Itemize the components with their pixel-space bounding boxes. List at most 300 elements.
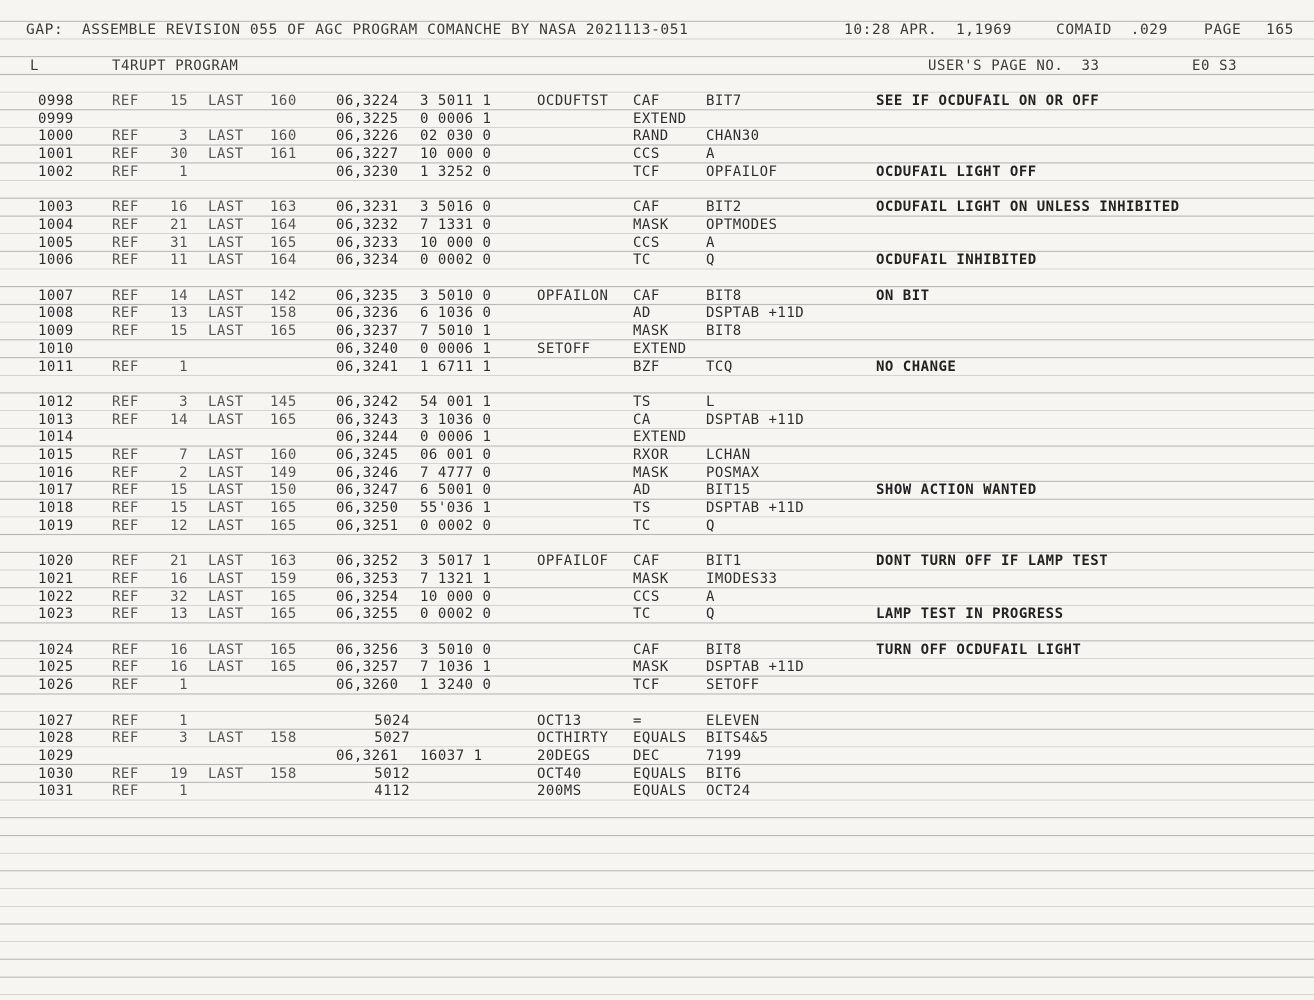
opcode: TC	[633, 252, 651, 269]
memory-address: 06,3242	[336, 393, 399, 410]
comment: NO CHANGE	[876, 358, 957, 375]
symbol-label: OCT13	[537, 712, 582, 729]
line-number: 1027	[38, 712, 74, 729]
ref-count: 1	[179, 712, 188, 729]
line-number: 1015	[38, 447, 74, 463]
last-page: 165	[270, 641, 297, 658]
octal-word: 3 5010 0	[420, 287, 492, 304]
line-number: 1013	[38, 411, 74, 428]
ref-count: 13	[170, 606, 188, 623]
last-label: LAST	[208, 659, 244, 676]
opcode: TS	[633, 500, 651, 517]
line-number: 1024	[38, 641, 74, 658]
listing-row	[0, 412, 1314, 430]
line-number: 1008	[38, 305, 74, 322]
ref-label: REF	[112, 323, 139, 340]
operand: A	[706, 588, 715, 605]
ref-label: REF	[112, 216, 139, 233]
memory-address: 06,3253	[336, 570, 399, 587]
ref-label: REF	[112, 128, 139, 145]
ref-label: REF	[112, 659, 139, 676]
symbol-label: 20DEGS	[537, 747, 591, 764]
page-label: PAGE	[1204, 22, 1242, 38]
line-number: 1000	[38, 128, 74, 145]
listing-row	[0, 111, 1314, 129]
memory-address: 5024	[374, 712, 410, 729]
octal-word: 06 001 0	[420, 447, 492, 463]
line-number: 1009	[38, 323, 74, 340]
opcode: TC	[633, 517, 651, 534]
memory-address: 06,3236	[336, 305, 399, 322]
octal-word: 0 0006 1	[420, 429, 492, 446]
ref-count: 7	[179, 447, 188, 463]
operand: ELEVEN	[706, 712, 760, 729]
last-page: 163	[270, 199, 297, 216]
section-code: E0 S3	[1192, 58, 1238, 74]
listing-row	[0, 518, 1314, 536]
last-label: LAST	[208, 305, 244, 322]
ref-count: 14	[170, 287, 188, 304]
last-label: LAST	[208, 553, 244, 570]
last-page: 165	[270, 659, 297, 676]
opcode: EQUALS	[633, 783, 687, 800]
listing-row	[0, 164, 1314, 182]
comment: DONT TURN OFF IF LAMP TEST	[876, 553, 1109, 570]
last-page: 165	[270, 234, 297, 251]
last-label: LAST	[208, 765, 244, 782]
line-number: 1007	[38, 287, 74, 304]
ref-label: REF	[112, 199, 139, 216]
operand: DSPTAB +11D	[706, 305, 805, 322]
listing-row	[0, 553, 1314, 571]
ref-count: 15	[170, 93, 188, 109]
octal-word: 0 0002 0	[420, 606, 492, 623]
line-number: 1006	[38, 252, 74, 269]
listing-row	[0, 748, 1314, 766]
line-number: 1019	[38, 517, 74, 534]
octal-word: 7 4777 0	[420, 464, 492, 481]
listing-row	[0, 128, 1314, 146]
line-number: 1017	[38, 482, 74, 499]
operand: POSMAX	[706, 464, 760, 481]
ref-label: REF	[112, 393, 139, 410]
octal-word: 1 3252 0	[420, 163, 492, 180]
octal-word: 3 5011 1	[420, 93, 492, 109]
last-page: 149	[270, 464, 297, 481]
octal-word: 02 030 0	[420, 128, 492, 145]
line-number: 1026	[38, 677, 74, 694]
symbol-label: OPFAILON	[537, 287, 609, 304]
line-number: 1021	[38, 570, 74, 587]
line-number: 1025	[38, 659, 74, 676]
memory-address: 06,3260	[336, 677, 399, 694]
symbol-label: SETOFF	[537, 340, 591, 357]
ref-label: REF	[112, 93, 139, 109]
ref-label: REF	[112, 305, 139, 322]
memory-address: 06,3255	[336, 606, 399, 623]
ref-label: REF	[112, 730, 139, 747]
ref-label: REF	[112, 287, 139, 304]
ref-label: REF	[112, 252, 139, 269]
opcode: MASK	[633, 216, 669, 233]
listing-row	[0, 288, 1314, 306]
opcode: =	[633, 712, 642, 729]
octal-word: 7 1321 1	[420, 570, 492, 587]
last-label: LAST	[208, 500, 244, 517]
octal-word: 1 6711 1	[420, 358, 492, 375]
listing-row	[0, 766, 1314, 784]
last-label: LAST	[208, 464, 244, 481]
operand: BIT8	[706, 287, 742, 304]
octal-word: 6 1036 0	[420, 305, 492, 322]
octal-word: 0 0006 1	[420, 110, 492, 127]
listing-row	[0, 482, 1314, 500]
memory-address: 06,3241	[336, 358, 399, 375]
comment: OCDUFAIL LIGHT ON UNLESS INHIBITED	[876, 199, 1180, 216]
opcode: RAND	[633, 128, 669, 145]
opcode: MASK	[633, 464, 669, 481]
memory-address: 06,3256	[336, 641, 399, 658]
ref-count: 16	[170, 641, 188, 658]
page-subheader	[26, 58, 1306, 78]
octal-word: 3 1036 0	[420, 411, 492, 428]
listing-row	[0, 305, 1314, 323]
ref-count: 19	[170, 765, 188, 782]
last-label: LAST	[208, 323, 244, 340]
memory-address: 06,3231	[336, 199, 399, 216]
listing-row	[0, 677, 1314, 695]
listing-row	[0, 447, 1314, 465]
listing-row	[0, 217, 1314, 235]
listing-row	[0, 199, 1314, 217]
operand: 7199	[706, 747, 742, 764]
operand: CHAN30	[706, 128, 760, 145]
memory-address: 06,3237	[336, 323, 399, 340]
last-label: LAST	[208, 199, 244, 216]
listing-row	[0, 783, 1314, 801]
last-label: LAST	[208, 93, 244, 109]
octal-word: 0 0002 0	[420, 517, 492, 534]
memory-address: 06,3244	[336, 429, 399, 446]
symbol-label: OPFAILOF	[537, 553, 609, 570]
ref-count: 3	[179, 393, 188, 410]
line-number: 1029	[38, 747, 74, 764]
memory-address: 06,3243	[336, 411, 399, 428]
memory-address: 06,3246	[336, 464, 399, 481]
memory-address: 06,3250	[336, 500, 399, 517]
listing-row	[0, 235, 1314, 253]
line-number: 1004	[38, 216, 74, 233]
opcode: CAF	[633, 93, 660, 109]
ref-count: 2	[179, 464, 188, 481]
line-number: 1022	[38, 588, 74, 605]
comment: SEE IF OCDUFAIL ON OR OFF	[876, 93, 1100, 109]
opcode: EQUALS	[633, 765, 687, 782]
ref-label: REF	[112, 553, 139, 570]
last-label: LAST	[208, 482, 244, 499]
users-page-number: USER'S PAGE NO. 33	[928, 58, 1100, 74]
symbol-label: 200MS	[537, 783, 582, 800]
ref-count: 1	[179, 677, 188, 694]
line-number: 1003	[38, 199, 74, 216]
last-page: 161	[270, 146, 297, 163]
last-label: LAST	[208, 146, 244, 163]
operand: BIT2	[706, 199, 742, 216]
opcode: BZF	[633, 358, 660, 375]
operand: DSPTAB +11D	[706, 500, 805, 517]
line-number: 1011	[38, 358, 74, 375]
opcode: TC	[633, 606, 651, 623]
page-header	[26, 22, 1306, 42]
listing-row	[0, 713, 1314, 731]
ref-label: REF	[112, 500, 139, 517]
ref-label: REF	[112, 482, 139, 499]
ref-count: 12	[170, 517, 188, 534]
operand: BIT8	[706, 641, 742, 658]
last-page: 150	[270, 482, 297, 499]
operand: Q	[706, 517, 715, 534]
last-page: 165	[270, 588, 297, 605]
octal-word: 10 000 0	[420, 146, 492, 163]
operand: BITS4&5	[706, 730, 769, 747]
operand: TCQ	[706, 358, 733, 375]
octal-word: 7 1036 1	[420, 659, 492, 676]
listing-row	[0, 589, 1314, 607]
opcode: CAF	[633, 553, 660, 570]
operand: DSPTAB +11D	[706, 411, 805, 428]
ref-count: 16	[170, 570, 188, 587]
opcode: EXTEND	[633, 110, 687, 127]
ref-count: 3	[179, 128, 188, 145]
octal-word: 7 1331 0	[420, 216, 492, 233]
ref-count: 16	[170, 659, 188, 676]
operand: SETOFF	[706, 677, 760, 694]
ref-label: REF	[112, 146, 139, 163]
line-number: 1012	[38, 393, 74, 410]
line-number: 1028	[38, 730, 74, 747]
memory-address: 06,3257	[336, 659, 399, 676]
memory-address: 06,3240	[336, 340, 399, 357]
program-name: T4RUPT PROGRAM	[112, 58, 239, 74]
ref-count: 15	[170, 500, 188, 517]
comment: SHOW ACTION WANTED	[876, 482, 1037, 499]
opcode: RXOR	[633, 447, 669, 463]
opcode: DEC	[633, 747, 660, 764]
last-label: LAST	[208, 411, 244, 428]
opcode: MASK	[633, 323, 669, 340]
memory-address: 06,3230	[336, 163, 399, 180]
octal-word: 3 5016 0	[420, 199, 492, 216]
opcode: EQUALS	[633, 730, 687, 747]
last-page: 160	[270, 93, 297, 109]
memory-address: 06,3247	[336, 482, 399, 499]
operand: BIT8	[706, 323, 742, 340]
last-label: LAST	[208, 517, 244, 534]
ref-label: REF	[112, 234, 139, 251]
last-page: 164	[270, 252, 297, 269]
comment: OCDUFAIL LIGHT OFF	[876, 163, 1037, 180]
opcode: CCS	[633, 234, 660, 251]
left-code: L	[30, 58, 40, 74]
memory-address: 06,3225	[336, 110, 399, 127]
line-number: 1001	[38, 146, 74, 163]
ref-count: 21	[170, 216, 188, 233]
ref-count: 15	[170, 482, 188, 499]
ref-label: REF	[112, 464, 139, 481]
last-page: 158	[270, 765, 297, 782]
ref-label: REF	[112, 163, 139, 180]
last-page: 145	[270, 393, 297, 410]
octal-word: 0 0002 0	[420, 252, 492, 269]
octal-word: 0 0006 1	[420, 340, 492, 357]
last-page: 165	[270, 500, 297, 517]
listing-row	[0, 93, 1314, 111]
listing-row	[0, 394, 1314, 412]
ref-count: 3	[179, 730, 188, 747]
ref-count: 31	[170, 234, 188, 251]
opcode: TS	[633, 393, 651, 410]
ref-count: 21	[170, 553, 188, 570]
ref-label: REF	[112, 606, 139, 623]
opcode: TCF	[633, 163, 660, 180]
ref-count: 1	[179, 163, 188, 180]
memory-address: 06,3234	[336, 252, 399, 269]
last-page: 159	[270, 570, 297, 587]
comment: TURN OFF OCDUFAIL LIGHT	[876, 641, 1082, 658]
comment: OCDUFAIL INHIBITED	[876, 252, 1037, 269]
operand: A	[706, 146, 715, 163]
listing-row	[0, 571, 1314, 589]
opcode: CAF	[633, 287, 660, 304]
last-page: 158	[270, 305, 297, 322]
listing-row	[0, 500, 1314, 518]
listing-row	[0, 659, 1314, 677]
last-page: 160	[270, 447, 297, 463]
listing-row	[0, 730, 1314, 748]
opcode: MASK	[633, 659, 669, 676]
last-label: LAST	[208, 216, 244, 233]
line-number: 1016	[38, 464, 74, 481]
line-number: 1031	[38, 783, 74, 800]
opcode: CA	[633, 411, 651, 428]
listing-row	[0, 341, 1314, 359]
operand: DSPTAB +11D	[706, 659, 805, 676]
ref-label: REF	[112, 358, 139, 375]
last-page: 142	[270, 287, 297, 304]
last-label: LAST	[208, 393, 244, 410]
ref-count: 32	[170, 588, 188, 605]
listing-row	[0, 642, 1314, 660]
line-number: 1014	[38, 429, 74, 446]
last-label: LAST	[208, 570, 244, 587]
last-label: LAST	[208, 641, 244, 658]
opcode: AD	[633, 305, 651, 322]
memory-address: 06,3251	[336, 517, 399, 534]
ref-count: 30	[170, 146, 188, 163]
memory-address: 06,3232	[336, 216, 399, 233]
symbol-label: OCTHIRTY	[537, 730, 609, 747]
operand: OCT24	[706, 783, 751, 800]
listing-row	[0, 606, 1314, 624]
page-number: 165	[1266, 22, 1294, 38]
memory-address: 06,3226	[336, 128, 399, 145]
operand: A	[706, 234, 715, 251]
symbol-label: OCDUFTST	[537, 93, 609, 109]
operand: Q	[706, 606, 715, 623]
last-label: LAST	[208, 447, 244, 463]
last-label: LAST	[208, 606, 244, 623]
opcode: AD	[633, 482, 651, 499]
listing-row	[0, 465, 1314, 483]
line-number: 1020	[38, 553, 74, 570]
operand: BIT15	[706, 482, 751, 499]
opcode: CCS	[633, 588, 660, 605]
ref-label: REF	[112, 517, 139, 534]
opcode: CAF	[633, 641, 660, 658]
operand: BIT6	[706, 765, 742, 782]
line-number: 0998	[38, 93, 74, 109]
operand: OPFAILOF	[706, 163, 778, 180]
line-number: 1005	[38, 234, 74, 251]
opcode: EXTEND	[633, 340, 687, 357]
ref-count: 1	[179, 358, 188, 375]
listing-row	[0, 323, 1314, 341]
line-number: 1002	[38, 163, 74, 180]
octal-word: 1 3240 0	[420, 677, 492, 694]
operand: IMODES33	[706, 570, 778, 587]
memory-address: 06,3252	[336, 553, 399, 570]
ref-label: REF	[112, 783, 139, 800]
last-page: 158	[270, 730, 297, 747]
operand: OPTMODES	[706, 216, 778, 233]
opcode: MASK	[633, 570, 669, 587]
line-number: 1023	[38, 606, 74, 623]
ref-label: REF	[112, 447, 139, 463]
opcode: CCS	[633, 146, 660, 163]
last-page: 165	[270, 323, 297, 340]
line-number: 1010	[38, 340, 74, 357]
memory-address: 06,3245	[336, 447, 399, 463]
opcode: EXTEND	[633, 429, 687, 446]
assembly-title: GAP: ASSEMBLE REVISION 055 OF AGC PROGRAM COMANCHE BY NASA 2021113-051	[26, 22, 689, 38]
memory-address: 06,3233	[336, 234, 399, 251]
last-label: LAST	[208, 128, 244, 145]
ref-label: REF	[112, 765, 139, 782]
octal-word: 10 000 0	[420, 588, 492, 605]
octal-word: 10 000 0	[420, 234, 492, 251]
ref-count: 16	[170, 199, 188, 216]
comment: LAMP TEST IN PROGRESS	[876, 606, 1064, 623]
memory-address: 06,3224	[336, 93, 399, 109]
operand: BIT1	[706, 553, 742, 570]
last-page: 164	[270, 216, 297, 233]
operand: Q	[706, 252, 715, 269]
listing-row	[0, 429, 1314, 447]
ref-count: 15	[170, 323, 188, 340]
ref-label: REF	[112, 712, 139, 729]
last-page: 160	[270, 128, 297, 145]
octal-word: 3 5010 0	[420, 641, 492, 658]
opcode: CAF	[633, 199, 660, 216]
line-number: 1030	[38, 765, 74, 782]
ref-label: REF	[112, 588, 139, 605]
octal-word: 16037 1	[420, 747, 483, 764]
operand: LCHAN	[706, 447, 751, 463]
last-page: 163	[270, 553, 297, 570]
ref-count: 14	[170, 411, 188, 428]
ref-label: REF	[112, 677, 139, 694]
octal-word: 6 5001 0	[420, 482, 492, 499]
